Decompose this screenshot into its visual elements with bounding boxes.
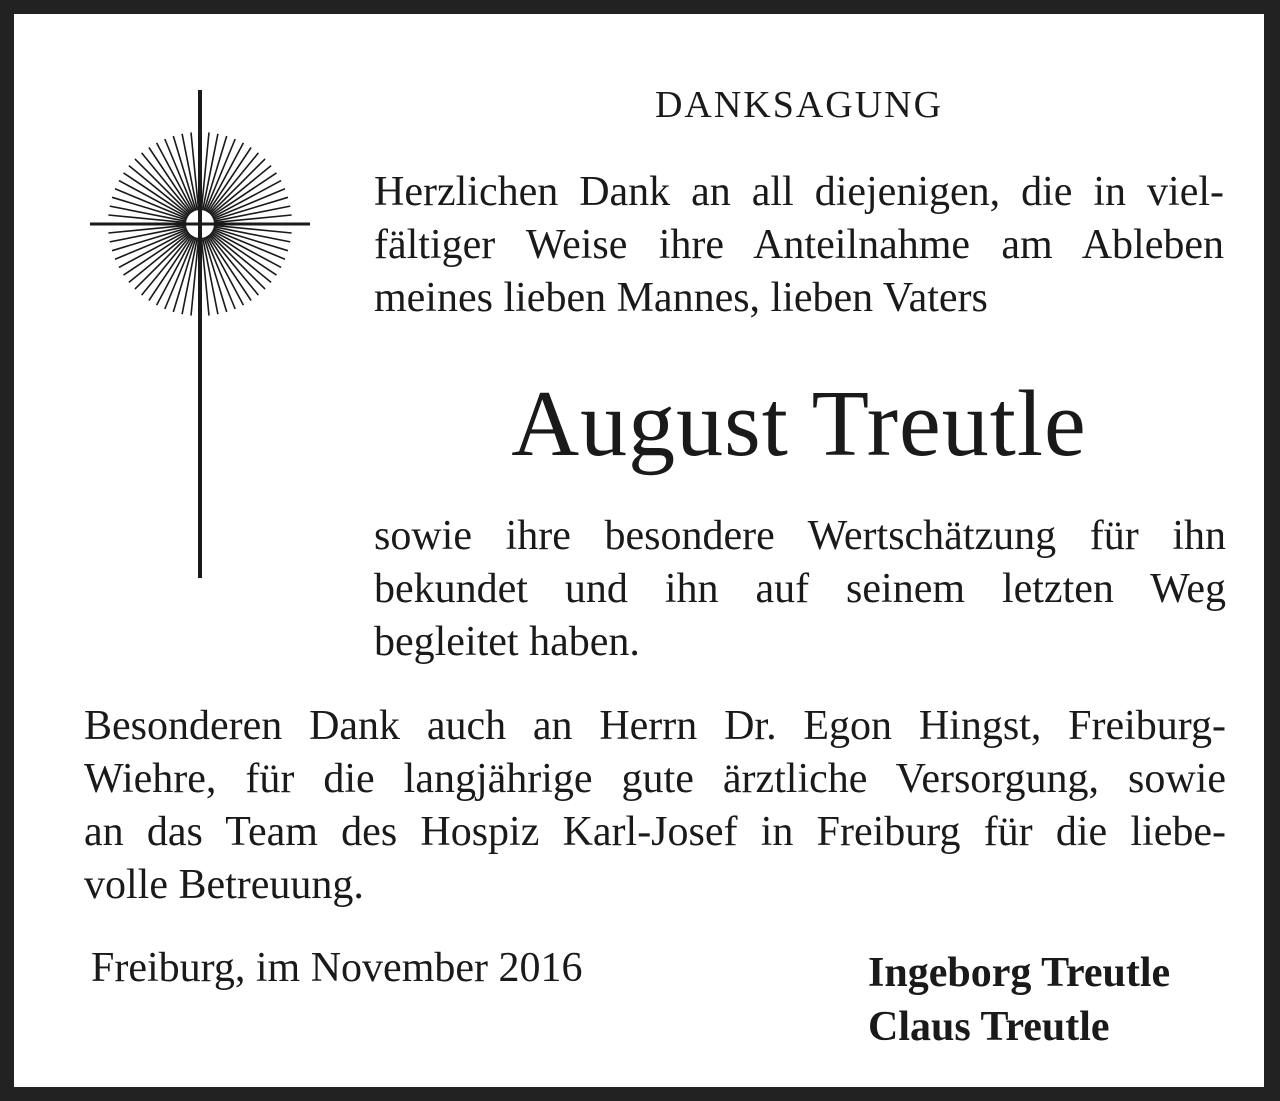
intro-line: fältiger Weise ihre Anteilnahme am Ableben <box>374 222 1224 268</box>
signatory-name: Ingeborg Treutle <box>868 950 1171 996</box>
signatories <box>868 946 1170 1054</box>
intro-line: meines lieben Mannes, lieben Vaters <box>374 275 988 321</box>
place-and-date: Freiburg, im November 2016 <box>91 945 583 991</box>
special-thanks-paragraph <box>84 700 1226 912</box>
continuation-paragraph <box>374 510 1226 669</box>
continuation-line: begleitet haben. <box>374 619 640 665</box>
intro-line: Herzlichen Dank an all diejenigen, die in viel- <box>374 169 1224 215</box>
intro-paragraph <box>374 166 1224 325</box>
notice-heading: DANKSAGUNG <box>654 84 944 126</box>
special-thanks-line: Wiehre, für die langjährige gute ärztliche Versorgung, sowie <box>84 756 1226 802</box>
signatory-name: Claus Treutle <box>868 1004 1110 1050</box>
deceased-name: August Treutle <box>511 372 1087 476</box>
special-thanks-line: volle Betreuung. <box>84 862 364 908</box>
special-thanks-line: an das Team des Hospiz Karl-Josef in Freiburg für die liebe- <box>84 809 1226 855</box>
special-thanks-line: Besonderen Dank auch an Herrn Dr. Egon Hingst, Freiburg- <box>84 703 1226 749</box>
cross-with-radiance-icon <box>86 86 316 586</box>
continuation-line: bekundet und ihn auf seinem letzten Weg <box>374 566 1226 612</box>
continuation-line: sowie ihre besondere Wertschätzung für ihn <box>374 513 1226 559</box>
